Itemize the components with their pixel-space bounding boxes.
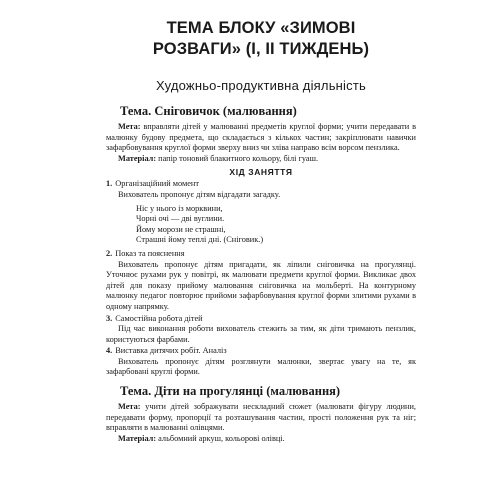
- step-4-heading: [106, 346, 416, 357]
- step-1-text: Вихователь пропонує дітям відгадати загадку.: [118, 189, 281, 199]
- step-number: 3.: [106, 313, 113, 323]
- block-title-line-1: ТЕМА БЛОКУ «ЗИМОВІ: [166, 19, 356, 37]
- lesson-materials: [106, 434, 416, 445]
- materials-text: альбомний аркуш, кольорові олівці.: [158, 433, 285, 443]
- step-number: 4.: [106, 346, 113, 356]
- lesson-title: Тема. Діти на прогулянці (малювання): [120, 384, 341, 399]
- lesson-title: Тема. Сніговичок (малювання): [120, 104, 297, 118]
- step-title: Самостійна робота дітей: [115, 313, 203, 323]
- goal-label: Мета:: [118, 402, 141, 412]
- step-title: Організаційний момент: [115, 179, 199, 189]
- lesson-goal: [106, 122, 416, 154]
- block-title-line-2: РОЗВАГИ» (І, ІІ ТИЖДЕНЬ): [152, 40, 370, 58]
- section-title: Художньо-продуктивна діяльність: [156, 78, 366, 93]
- lesson-materials: [106, 154, 416, 165]
- poem-line: Нiс у нього iз морквини,: [136, 203, 223, 213]
- goal-text: вправляти дітей у малюванні предметів круглої форми; учити передавати в малюнку будову предмета, що складається з кількох частин; закріплювати навички зафарбовування круглої форми зверху вниз чи злiва направо всім ворсом пензлика.: [106, 122, 416, 153]
- poem-line: Йому морози не страшнi,: [136, 224, 226, 234]
- step-title: Виставка дитячих робіт. Аналіз: [115, 346, 227, 356]
- goal-label: Мета:: [118, 122, 141, 131]
- lesson-walk: [106, 384, 416, 444]
- lesson-snowman: [106, 104, 416, 378]
- poem-line: Страшнi йому теплi днi. (Сніговик.): [136, 235, 264, 245]
- lesson-goal: [106, 402, 416, 434]
- step-number: 1.: [106, 179, 113, 189]
- plan-title: ХІД ЗАНЯТТЯ: [229, 167, 293, 178]
- materials-label: Матеріал:: [118, 153, 157, 163]
- step-3-heading: [106, 314, 416, 325]
- step-4-text: Вихователь пропонує дітям розглянути малюнки, звертає увагу на те, як зафарбовані круглі форми.: [106, 356, 416, 377]
- poem-line: Чорнi очi — двi вуглини.: [136, 214, 225, 224]
- step-title: Показ та пояснення: [115, 248, 185, 258]
- goal-text: учити дітей зображувати нескладний сюжет (малювати фігуру людини, передавати форму, пропорції та розташування частин, прості положення рук та ніг; вправляти в малюванні олівцями.: [106, 402, 416, 433]
- step-2-text: Вихователь пропонує дітям пригадати, як ліпили сніговичка на прогулянці. Уточнює рухами рук у повітрі, як малювати предмети круглої форми. Викликає двох дітей для показу прийому малювання сніговичка на мольберті. На контурному малюнку педагог повторює прийоми зафарбовування круглої форми злитими рухами в одному напрямку.: [106, 259, 416, 311]
- step-3-text: Під час виконання роботи вихователь стежить за тим, як діти тримають пензлик, користуються фарбами.: [106, 324, 416, 344]
- block-title: [106, 18, 416, 60]
- step-1-heading: [106, 179, 416, 190]
- materials-text: папір тоновий блакитного кольору, білі гуаш.: [158, 153, 319, 163]
- materials-label: Матеріал:: [118, 433, 157, 443]
- step-number: 2.: [106, 248, 113, 258]
- step-2-heading: [106, 249, 416, 260]
- riddle-poem: [136, 204, 416, 246]
